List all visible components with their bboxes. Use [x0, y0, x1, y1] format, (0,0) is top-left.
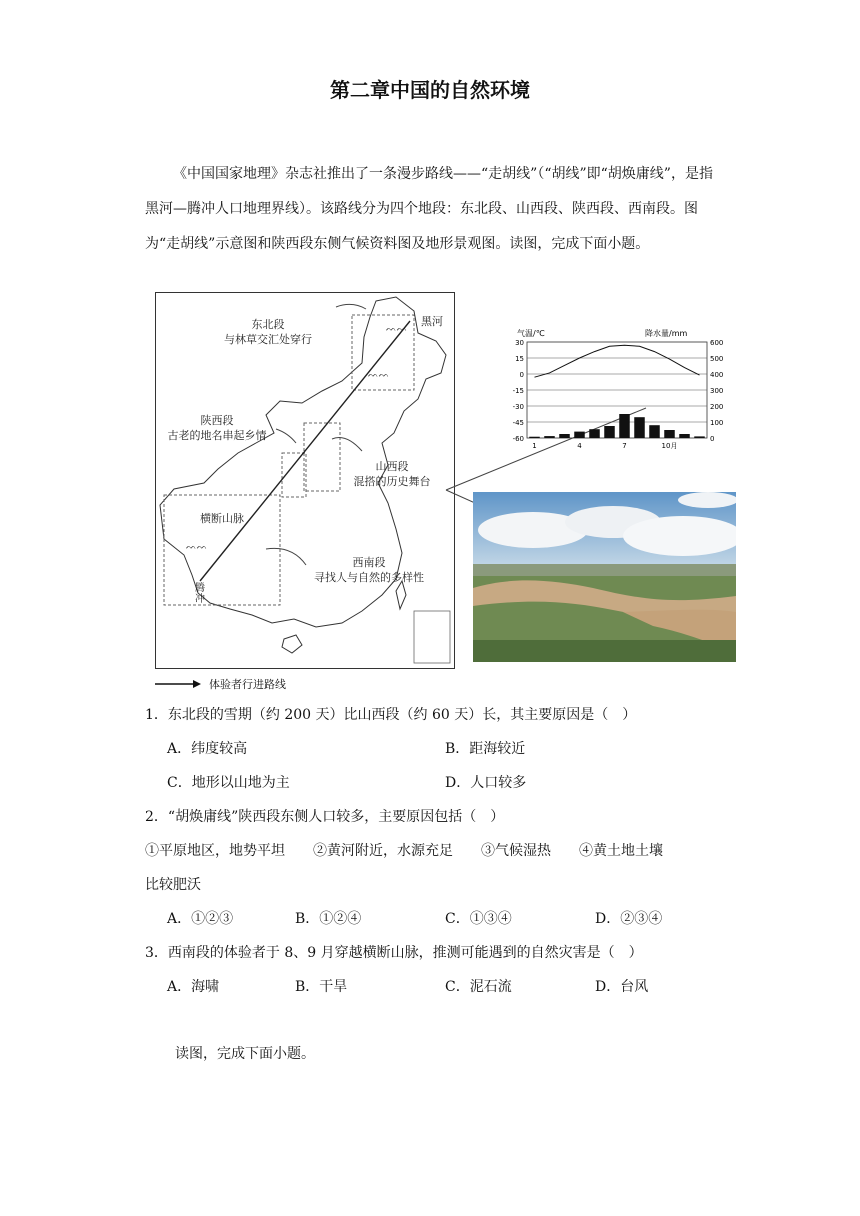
route-arrow-icon: [155, 679, 201, 689]
temp-tick-label: -45: [512, 419, 524, 427]
shanxi-title: 山西段: [375, 460, 409, 473]
svg-text:ᨓᨓ: ᨓᨓ: [386, 324, 408, 334]
shaanxi-label: [156, 413, 278, 443]
question-1: 1．东北段的雪期（约 200 天）比山西段（约 60 天）长，其主要原因是（ ）: [145, 707, 637, 723]
shaanxi-title: 陕西段: [200, 414, 234, 427]
shanxi-desc: 混搭的历史舞台: [353, 475, 431, 488]
precip-tick-label: 400: [710, 371, 724, 379]
month-tick-label: 1: [532, 442, 537, 450]
q1-option-b[interactable]: B．距海较近: [445, 741, 526, 757]
precip-bar: [694, 436, 705, 438]
q3-option-b[interactable]: B．干旱: [295, 979, 348, 995]
northeast-desc: 与林草交汇处穿行: [224, 333, 312, 346]
question-3: 3．西南段的体验者于 8、9 月穿越横断山脉，推测可能遇到的自然灾害是（ ）: [145, 945, 643, 961]
precip-bar: [604, 426, 615, 438]
svg-text:ᨓᨓ: ᨓᨓ: [186, 542, 208, 552]
figure: [150, 290, 740, 695]
question-2: 2．“胡焕庸线”陕西段东侧人口较多，主要原因包括（ ）: [145, 809, 505, 825]
southwest-desc: 寻找人与自然的多样性: [314, 571, 424, 584]
q1-option-c[interactable]: C．地形以山地为主: [167, 775, 290, 791]
southwest-title: 西南段: [352, 556, 386, 569]
tengchong-label: [190, 583, 210, 605]
tengchong-char-1: 腾: [195, 583, 205, 594]
heihe-label: 黑河: [421, 315, 443, 328]
precip-bar: [634, 417, 645, 438]
temp-tick-label: -60: [512, 435, 524, 443]
map-legend: [155, 676, 286, 692]
climate-chart: [495, 328, 735, 454]
northeast-title: 东北段: [251, 318, 285, 331]
intro-paragraph: 《中国国家地理》杂志社推出了一条漫步路线——“走胡线”（“胡线”即“胡焕庸线”，是指黑河—腾冲人口地理界线）。该路线分为四个地段：东北段、山西段、陕西段、西南段。图为“走胡线”示意图和陕西段东侧气候资料图及地形景观图。读图，完成下面小题。: [145, 166, 713, 252]
q2-option-c[interactable]: C．①③④: [445, 911, 512, 927]
precip-bar: [574, 432, 585, 438]
precip-tick-label: 500: [710, 355, 724, 363]
q2-option-b[interactable]: B．①②④: [295, 911, 362, 927]
month-tick-label: 10月: [661, 442, 678, 450]
month-tick-label: 7: [622, 442, 627, 450]
climate-chart-svg: [495, 328, 735, 454]
temp-tick-label: -30: [512, 403, 524, 411]
landscape-photo-image: [473, 492, 736, 662]
precip-bar: [649, 425, 660, 438]
month-tick-label: 4: [577, 442, 582, 450]
legend-label: 体验者行进路线: [209, 678, 286, 691]
temp-tick-label: 30: [515, 339, 524, 347]
q1-option-d[interactable]: D．人口较多: [445, 775, 527, 791]
page-title: 第二章中国的自然环境: [330, 78, 530, 102]
temp-tick-label: 0: [519, 371, 524, 379]
tengchong-char-2: 冲: [195, 594, 205, 605]
q2-option-a[interactable]: A．①②③: [167, 911, 234, 927]
q2-option-d[interactable]: D．②③④: [595, 911, 663, 927]
precip-bar: [544, 436, 555, 438]
q3-option-c[interactable]: C．泥石流: [445, 979, 512, 995]
precip-tick-label: 100: [710, 419, 724, 427]
precip-tick-label: 200: [710, 403, 724, 411]
precip-tick-label: 0: [710, 435, 715, 443]
precip-bar: [619, 414, 630, 438]
landscape-photo: [473, 492, 736, 662]
svg-text:ᨓᨓ: ᨓᨓ: [368, 370, 390, 380]
hengduan-label: 横断山脉: [200, 512, 244, 525]
temp-axis-label: 气温/℃: [517, 329, 545, 338]
temp-line: [535, 345, 700, 377]
q1-option-a[interactable]: A．纬度较高: [167, 741, 248, 757]
precip-bar: [679, 434, 690, 438]
precip-bar: [589, 429, 600, 438]
precip-bar: [664, 430, 675, 438]
question-2-items: ①平原地区，地势平坦 ②黄河附近，水源充足 ③气候湿热 ④黄土地土壤: [145, 843, 663, 859]
q3-option-d[interactable]: D．台风: [595, 979, 649, 995]
temp-tick-label: 15: [515, 355, 524, 363]
precip-bar: [559, 434, 570, 438]
closing-instruction: 读图，完成下面小题。: [175, 1046, 315, 1062]
question-2-items-cont: 比较肥沃: [145, 877, 201, 893]
precip-axis-label: 降水量/mm: [645, 329, 688, 338]
q3-option-a[interactable]: A．海啸: [167, 979, 220, 995]
temp-tick-label: -15: [512, 387, 524, 395]
precip-tick-label: 300: [710, 387, 724, 395]
precip-tick-label: 600: [710, 339, 724, 347]
northeast-label: [218, 317, 318, 347]
shaanxi-desc: 古老的地名串起乡情: [167, 429, 267, 442]
precip-bar: [529, 437, 540, 438]
